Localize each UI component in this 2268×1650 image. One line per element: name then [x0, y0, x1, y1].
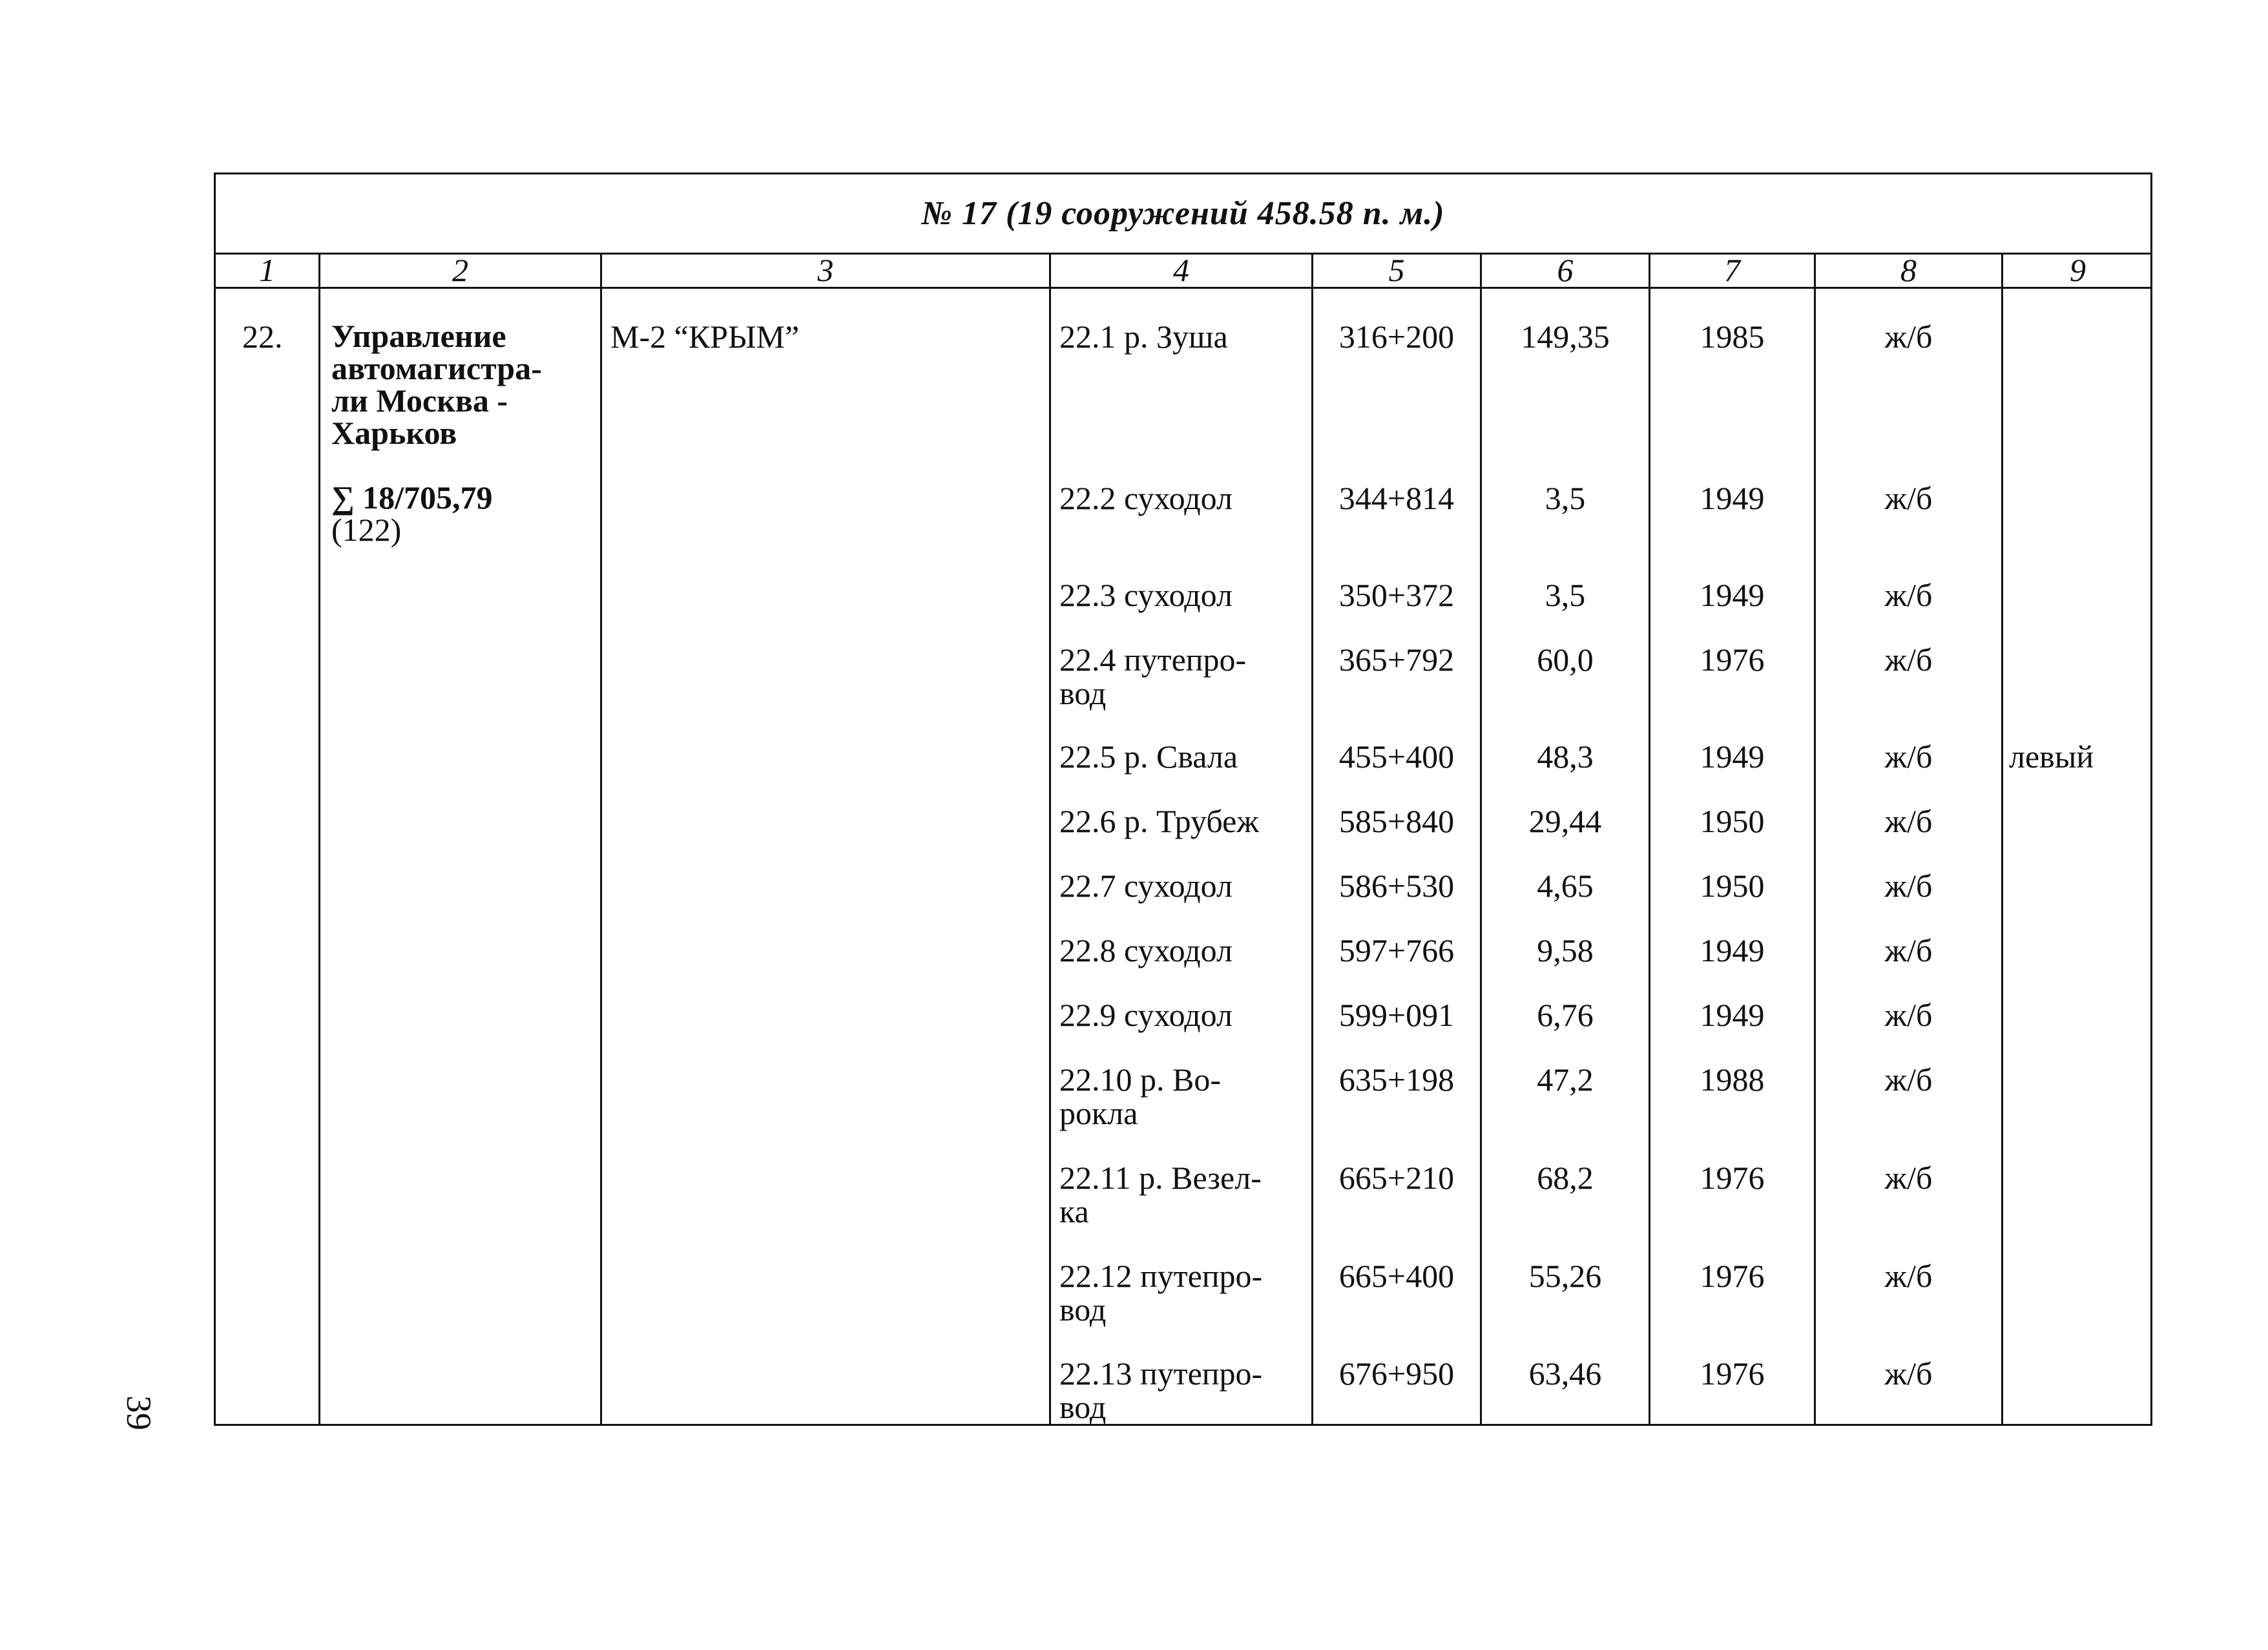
cell-material: ж/б — [1884, 932, 1933, 968]
organization-name-line: ли Москва - — [331, 382, 508, 419]
structure-name-line: 22.7 суходол — [1059, 868, 1233, 904]
cell-material: ж/б — [1884, 1160, 1933, 1196]
col-divider-1 — [318, 253, 320, 1426]
column-number: 6 — [1557, 252, 1574, 288]
cell-material: ж/б — [1884, 642, 1933, 678]
cell-length: 9,58 — [1537, 932, 1594, 968]
cell-km: 455+400 — [1338, 738, 1455, 775]
structure-name — [1059, 804, 1259, 838]
cell-length: 3,5 — [1545, 577, 1586, 613]
structure-name-line: 22.10 р. Во- — [1059, 1061, 1221, 1098]
cell-km: 585+840 — [1338, 803, 1455, 839]
structure-name — [1059, 1161, 1262, 1228]
structure-name — [1059, 934, 1233, 967]
cell-year: 1976 — [1700, 1160, 1765, 1196]
cell-material: ж/б — [1884, 738, 1933, 775]
cell-km: 599+091 — [1338, 997, 1455, 1033]
cell-material: ж/б — [1884, 480, 1933, 516]
structure-name-line: 22.6 р. Трубеж — [1059, 803, 1259, 839]
cell-length: 48,3 — [1537, 738, 1594, 775]
cell-material: ж/б — [1884, 1355, 1933, 1392]
structure-name-line: 22.8 суходол — [1059, 932, 1233, 968]
cell-km: 586+530 — [1338, 868, 1455, 904]
structure-name-line: 22.4 путепро- — [1059, 642, 1247, 678]
column-number: 5 — [1388, 252, 1405, 288]
cell-year: 1950 — [1700, 803, 1765, 839]
organization-name — [331, 320, 590, 449]
organization-name-line: Харьков — [331, 415, 457, 451]
cell-km: 365+792 — [1338, 642, 1455, 678]
cell-year: 1976 — [1700, 642, 1765, 678]
cell-year: 1976 — [1700, 1355, 1765, 1392]
column-number: 2 — [452, 252, 468, 288]
cell-length: 47,2 — [1537, 1061, 1594, 1098]
cell-km: 635+198 — [1338, 1061, 1455, 1098]
road-name: М-2 “КРЫМ” — [610, 319, 800, 355]
group-number: 22. — [242, 319, 283, 355]
column-number: 1 — [259, 252, 275, 288]
structure-name — [1059, 481, 1233, 515]
cell-year: 1949 — [1700, 932, 1765, 968]
column-number: 7 — [1724, 252, 1740, 288]
cell-material: ж/б — [1884, 997, 1933, 1033]
structure-name-line: 22.11 р. Везел- — [1059, 1160, 1262, 1196]
organization-name-line: автомагистра- — [331, 350, 542, 386]
column-number: 3 — [817, 252, 834, 288]
cell-year: 1949 — [1700, 997, 1765, 1033]
cell-material: ж/б — [1884, 1258, 1933, 1294]
cell-km: 665+210 — [1338, 1160, 1455, 1196]
cell-length: 4,65 — [1537, 868, 1594, 904]
structure-name-line: 22.12 путепро- — [1059, 1258, 1263, 1294]
cell-year: 1950 — [1700, 868, 1765, 904]
structure-name-line: вод — [1059, 675, 1107, 711]
cell-material: ж/б — [1884, 1061, 1933, 1098]
cell-length: 60,0 — [1537, 642, 1594, 678]
summary-block — [331, 481, 493, 546]
structure-name-line: рокла — [1059, 1095, 1138, 1131]
col-divider-6 — [1649, 253, 1650, 1426]
structure-name — [1059, 1259, 1262, 1326]
col-divider-3 — [1049, 253, 1051, 1426]
structure-name-line: 22.9 суходол — [1059, 997, 1233, 1033]
cell-material: ж/б — [1884, 868, 1933, 904]
structure-name — [1059, 643, 1246, 710]
summary-count: (122) — [331, 512, 402, 548]
table-title: № 17 (19 сооружений 458.58 п. м.) — [921, 194, 1445, 232]
cell-year: 1976 — [1700, 1258, 1765, 1294]
col-divider-5 — [1480, 253, 1482, 1426]
structure-name-line: 22.2 суходол — [1059, 480, 1233, 516]
cell-length: 149,35 — [1521, 319, 1610, 355]
cell-year: 1988 — [1700, 1061, 1765, 1098]
structure-name-line: вод — [1059, 1291, 1107, 1328]
summary-total: ∑ 18/705,79 — [331, 479, 493, 516]
cell-length: 29,44 — [1528, 803, 1602, 839]
cell-material: ж/б — [1884, 803, 1933, 839]
cell-km: 316+200 — [1338, 319, 1455, 355]
column-number: 8 — [1900, 252, 1917, 288]
col-divider-2 — [600, 253, 602, 1426]
cell-material: ж/б — [1884, 577, 1933, 613]
structure-name-line: ка — [1059, 1193, 1089, 1229]
structure-name — [1059, 998, 1233, 1032]
cell-km: 597+766 — [1338, 932, 1455, 968]
col-divider-8 — [2001, 253, 2003, 1426]
cell-km: 350+372 — [1338, 577, 1455, 613]
cell-length: 3,5 — [1545, 480, 1586, 516]
col-divider-4 — [1311, 253, 1313, 1426]
cell-km: 344+814 — [1338, 480, 1455, 516]
structure-name — [1059, 578, 1233, 612]
structure-name — [1059, 1063, 1221, 1130]
page-number: 39 — [120, 1395, 158, 1430]
structure-name — [1059, 869, 1233, 903]
cell-year: 1985 — [1700, 319, 1765, 355]
cell-length: 63,46 — [1528, 1355, 1602, 1392]
cell-length: 55,26 — [1528, 1258, 1602, 1294]
structure-name-line: 22.1 р. Зуша — [1059, 319, 1228, 355]
structure-name-line: 22.3 суходол — [1059, 577, 1233, 613]
cell-year: 1949 — [1700, 577, 1765, 613]
structure-name — [1059, 320, 1228, 353]
organization-name-line: Управление — [331, 318, 506, 354]
cell-length: 68,2 — [1537, 1160, 1594, 1196]
cell-km: 665+400 — [1338, 1258, 1455, 1294]
cell-km: 676+950 — [1338, 1355, 1455, 1392]
cell-year: 1949 — [1700, 738, 1765, 775]
cell-material: ж/б — [1884, 319, 1933, 355]
structure-name — [1059, 740, 1238, 773]
cell-year: 1949 — [1700, 480, 1765, 516]
column-number: 4 — [1173, 252, 1189, 288]
structure-name — [1059, 1357, 1262, 1424]
col-divider-7 — [1814, 253, 1816, 1426]
cell-length: 6,76 — [1537, 997, 1594, 1033]
structure-name-line: 22.5 р. Свала — [1059, 738, 1238, 775]
structure-name-line: вод — [1059, 1389, 1107, 1425]
cell-note: левый — [2009, 738, 2094, 775]
structure-name-line: 22.13 путепро- — [1059, 1355, 1263, 1392]
column-number: 9 — [2070, 252, 2086, 288]
